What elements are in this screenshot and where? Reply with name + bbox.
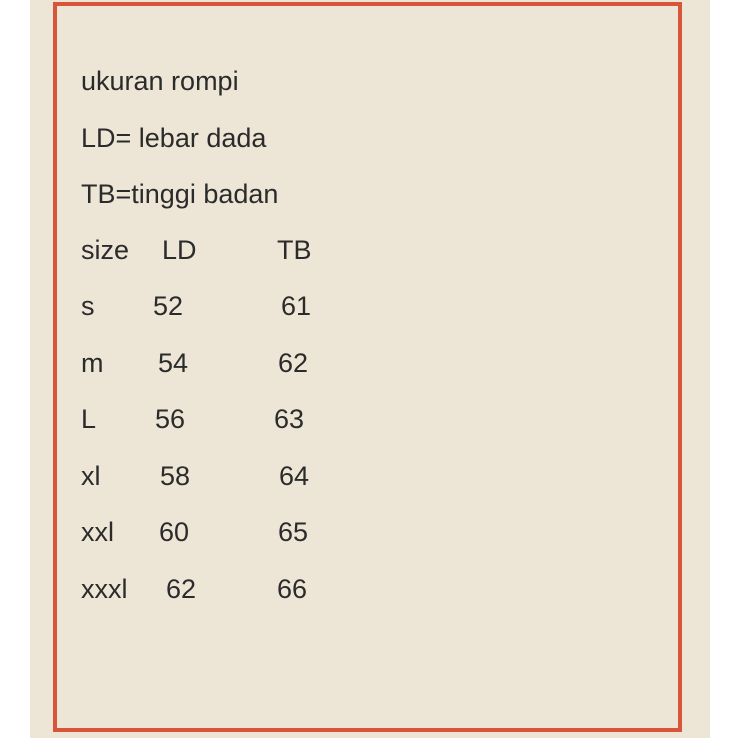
legend-ld: LD= lebar dada	[81, 123, 267, 153]
row-size-cell: xxl	[81, 517, 114, 547]
row-size-cell: L	[81, 404, 97, 434]
row-ld-cell: 58	[160, 460, 191, 491]
row-size-cell: s	[81, 291, 95, 321]
row-tb-cell: 65	[278, 517, 309, 547]
row-size-cell: xxxl	[81, 573, 128, 604]
row-size-cell: xl	[81, 460, 101, 491]
header-ld: LD	[162, 235, 197, 265]
red-border-frame	[53, 2, 682, 732]
row-tb-cell: 63	[274, 404, 305, 434]
row-size-cell: m	[81, 347, 104, 378]
row-ld-cell: 56	[155, 404, 186, 434]
row-tb-cell: 64	[279, 460, 310, 491]
header-tb: TB	[277, 235, 312, 265]
row-tb-cell: 61	[281, 291, 312, 321]
legend-tb: TB=tinggi badan	[81, 179, 279, 209]
row-ld-cell: 62	[166, 573, 197, 604]
row-ld-cell: 52	[153, 291, 184, 321]
header-size: size	[81, 235, 130, 265]
row-ld-cell: 60	[159, 517, 190, 547]
row-tb-cell: 62	[278, 347, 309, 378]
title: ukuran rompi	[81, 66, 239, 96]
row-ld-cell: 54	[158, 347, 189, 378]
row-tb-cell: 66	[277, 573, 308, 604]
